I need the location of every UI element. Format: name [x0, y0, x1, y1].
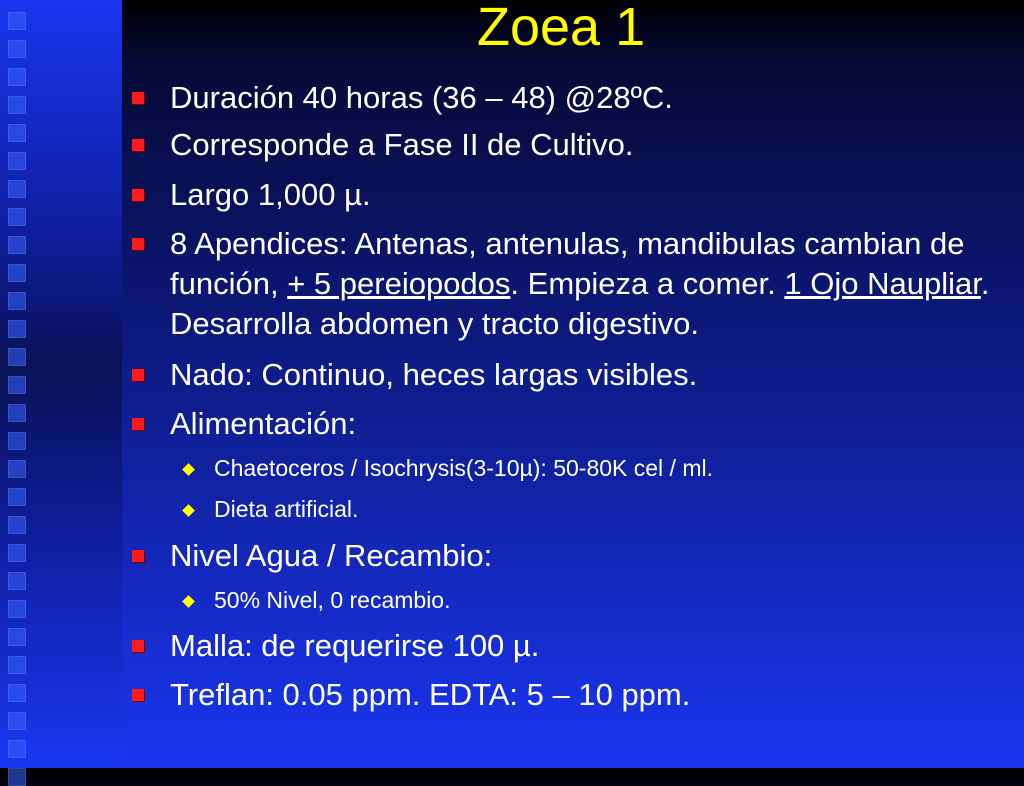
list-item: [170, 404, 1010, 444]
square-bullet-icon: [132, 689, 144, 701]
list-item: [170, 355, 1010, 395]
underlined-text: + 5 pereiopodos: [287, 266, 511, 301]
slide-content: [122, 0, 1024, 768]
sub-list-item-text: 50% Nivel, 0 recambio.: [214, 587, 451, 613]
list-item-text: Malla: de requerirse 100 µ.: [170, 628, 540, 663]
sub-list-item: [214, 494, 994, 524]
diamond-bullet-icon: [182, 463, 195, 476]
square-bullet-icon: [132, 92, 144, 104]
list-item: [170, 224, 1010, 344]
slide-title: Zoea 1: [477, 0, 646, 57]
list-item: [170, 175, 1010, 215]
list-item: [170, 536, 1010, 576]
square-bullet-icon: [132, 369, 144, 381]
sub-list-item: [214, 585, 994, 615]
list-item-text: Nivel Agua / Recambio:: [170, 538, 493, 573]
list-item: [170, 626, 1010, 666]
diamond-bullet-icon: [182, 595, 195, 608]
list-item: [170, 125, 1010, 165]
square-bullet-icon: [132, 238, 144, 250]
decorative-sidebar: [0, 0, 122, 768]
list-item-text: Alimentación:: [170, 406, 357, 441]
square-bullet-icon: [132, 189, 144, 201]
list-item-text: . Empieza a comer.: [510, 266, 785, 301]
decorative-squares: [8, 12, 28, 786]
list-item-text: . Desarrolla abdomen y tracto digestivo.: [170, 266, 990, 341]
list-item: [170, 78, 1010, 118]
square-bullet-icon: [132, 640, 144, 652]
list-item-text: Duración 40 horas (36 – 48) @28ºC.: [170, 80, 673, 115]
diamond-bullet-icon: [182, 504, 195, 517]
underlined-text: 1 Ojo Naupliar: [784, 266, 981, 301]
list-item-text: Nado: Continuo, heces largas visibles.: [170, 357, 698, 392]
square-bullet-icon: [132, 550, 144, 562]
sub-list-item: [214, 453, 994, 483]
square-bullet-icon: [132, 418, 144, 430]
list-item-text: Largo 1,000 µ.: [170, 177, 371, 212]
list-item-text: Treflan: 0.05 ppm. EDTA: 5 – 10 ppm.: [170, 677, 691, 712]
sub-list-item-text: Chaetoceros / Isochrysis(3-10µ): 50-80K cel / ml.: [214, 455, 713, 481]
list-item-text: Corresponde a Fase II de Cultivo.: [170, 127, 634, 162]
list-item: [170, 675, 1010, 715]
sub-list-item-text: Dieta artificial.: [214, 496, 359, 522]
list-item-text: 8 Apendices: Antenas, antenulas, mandibulas cambian de función,: [170, 226, 965, 301]
square-bullet-icon: [132, 139, 144, 151]
